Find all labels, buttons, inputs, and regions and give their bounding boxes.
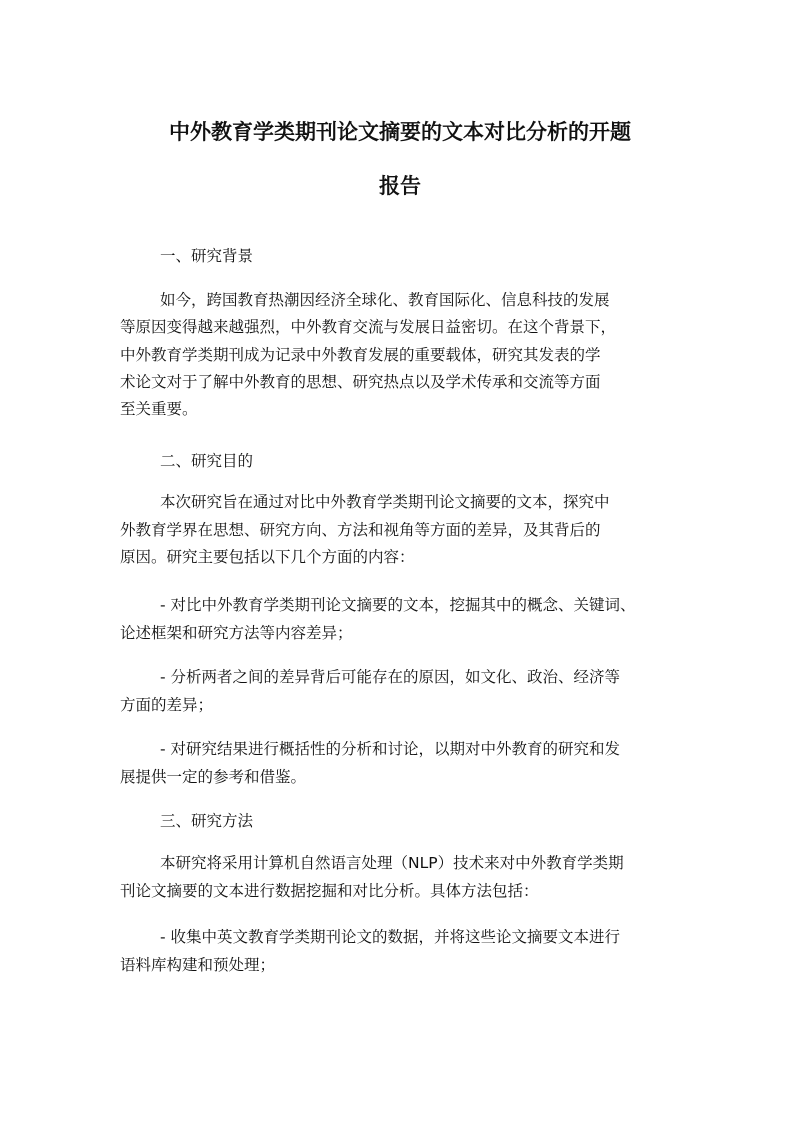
bullet-line: 论述框架和研究方法等内容差异； — [120, 624, 353, 642]
bullet-line: 展提供一定的参考和借鉴。 — [120, 768, 307, 786]
paragraph-line: 中外教育学类期刊成为记录中外教育发展的重要载体，研究其发表的学 — [120, 346, 601, 364]
paragraph-line: 本次研究旨在通过对比中外教育学类期刊论文摘要的文本，探究中 — [160, 493, 610, 511]
section-heading-background: 一、研究背景 — [160, 247, 254, 265]
paragraph-line: 至关重要。 — [120, 400, 198, 418]
document-title-line-1: 中外教育学类期刊论文摘要的文本对比分析的开题 — [169, 120, 631, 144]
paragraph-line: 刊论文摘要的文本进行数据挖掘和对比分析。具体方法包括： — [120, 882, 539, 900]
bullet-line: 方面的差异； — [120, 696, 214, 714]
document-title-line-2: 报告 — [379, 174, 421, 198]
bullet-line: - 对比中外教育学类期刊论文摘要的文本，挖掘其中的概念、关键词、 — [160, 596, 636, 614]
paragraph-line: 原因。研究主要包括以下几个方面的内容： — [120, 548, 415, 566]
paragraph-line: 本研究将采用计算机自然语言处理（NLP）技术来对中外教育学类期 — [160, 854, 624, 872]
bullet-line: - 对研究结果进行概括性的分析和讨论，以期对中外教育的研究和发 — [160, 740, 621, 758]
paragraph-line: 外教育学界在思想、研究方向、方法和视角等方面的差异，及其背后的 — [120, 521, 601, 539]
bullet-line: 语料库构建和预处理； — [120, 956, 276, 974]
section-heading-method: 三、研究方法 — [160, 812, 254, 830]
paragraph-line: 术论文对于了解中外教育的思想、研究热点以及学术传承和交流等方面 — [120, 373, 601, 391]
bullet-line: - 分析两者之间的差异背后可能存在的原因，如文化、政治、经济等 — [160, 668, 621, 686]
section-heading-purpose: 二、研究目的 — [160, 452, 254, 470]
paragraph-line: 如今，跨国教育热潮因经济全球化、教育国际化、信息科技的发展 — [160, 291, 610, 309]
bullet-line: - 收集中英文教育学类期刊论文的数据，并将这些论文摘要文本进行 — [160, 928, 621, 946]
paragraph-line: 等原因变得越来越强烈，中外教育交流与发展日益密切。在这个背景下， — [120, 318, 617, 336]
